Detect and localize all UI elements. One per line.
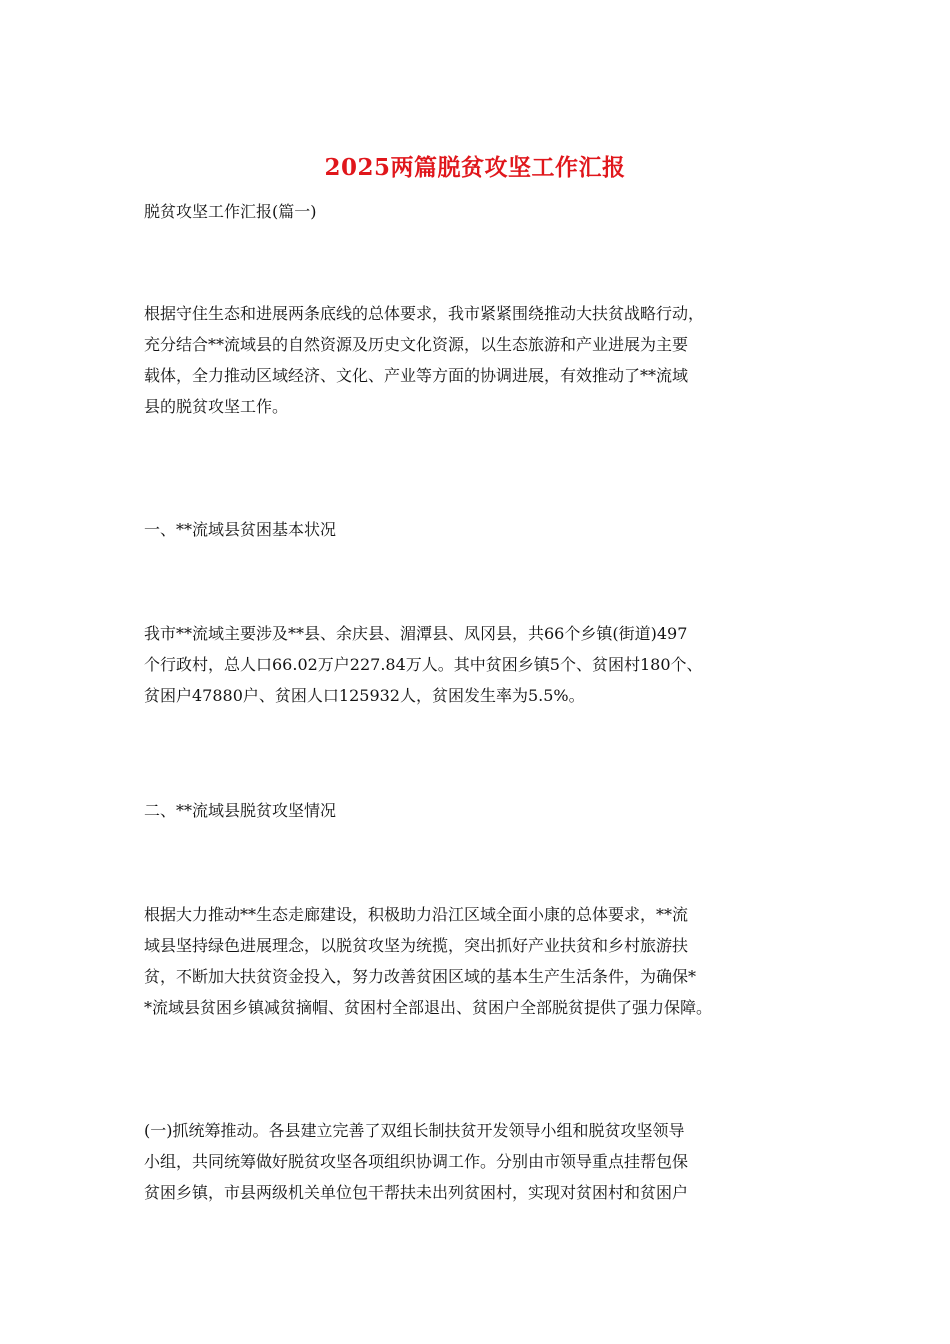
paragraph-line: 贫困乡镇，市县两级机关单位包干帮扶未出列贫困村，实现对贫困村和贫困户	[144, 1183, 689, 1202]
paragraph-line: 县的脱贫攻坚工作。	[144, 397, 289, 416]
paragraph-line: 域县坚持绿色进展理念，以脱贫攻坚为统揽，突出抓好产业扶贫和乡村旅游扶	[144, 936, 689, 955]
document-title: 2025两篇脱贫攻坚工作汇报	[324, 154, 626, 181]
section-heading-1	[144, 516, 824, 544]
paragraph-line: 贫困户47880户、贫困人口125932人，贫困发生率为5.5%。	[144, 686, 585, 705]
document-subtitle: 脱贫攻坚工作汇报(篇一)	[144, 202, 317, 221]
paragraph-line: 根据守住生态和进展两条底线的总体要求，我市紧紧围绕推动大扶贫战略行动，	[144, 304, 705, 323]
paragraph-line: 载体，全力推动区域经济、文化、产业等方面的协调进展，有效推动了**流域	[144, 366, 689, 385]
paragraph-line: 小组，共同统筹做好脱贫攻坚各项组织协调工作。分别由市领导重点挂帮包保	[144, 1152, 689, 1171]
paragraph-coordination	[144, 1115, 824, 1208]
paragraph-line: 贫，不断加大扶贫资金投入，努力改善贫困区域的基本生产生活条件，为确保*	[144, 967, 697, 986]
paragraph-poverty-status	[144, 618, 824, 711]
paragraph-line: 个行政村，总人口66.02万户227.84万人。其中贫困乡镇5个、贫困村180个、	[144, 655, 703, 674]
section-heading: 二、**流域县脱贫攻坚情况	[144, 801, 337, 820]
paragraph-line: (一)抓统筹推动。各县建立完善了双组长制扶贫开发领导小组和脱贫攻坚领导	[144, 1121, 685, 1140]
paragraph-intro	[144, 298, 824, 422]
paragraph-line: *流域县贫困乡镇减贫摘帽、贫困村全部退出、贫困户全部脱贫提供了强力保障。	[144, 998, 713, 1017]
paragraph-poverty-work	[144, 899, 824, 1023]
paragraph-line: 根据大力推动**生态走廊建设，积极助力沿江区域全面小康的总体要求，**流	[144, 905, 689, 924]
section-heading: 一、**流域县贫困基本状况	[144, 520, 337, 539]
section-heading-2	[144, 797, 824, 825]
paragraph-line: 充分结合**流域县的自然资源及历史文化资源，以生态旅游和产业进展为主要	[144, 335, 689, 354]
paragraph-line: 我市**流域主要涉及**县、余庆县、湄潭县、凤冈县，共66个乡镇(街道)497	[144, 624, 688, 643]
